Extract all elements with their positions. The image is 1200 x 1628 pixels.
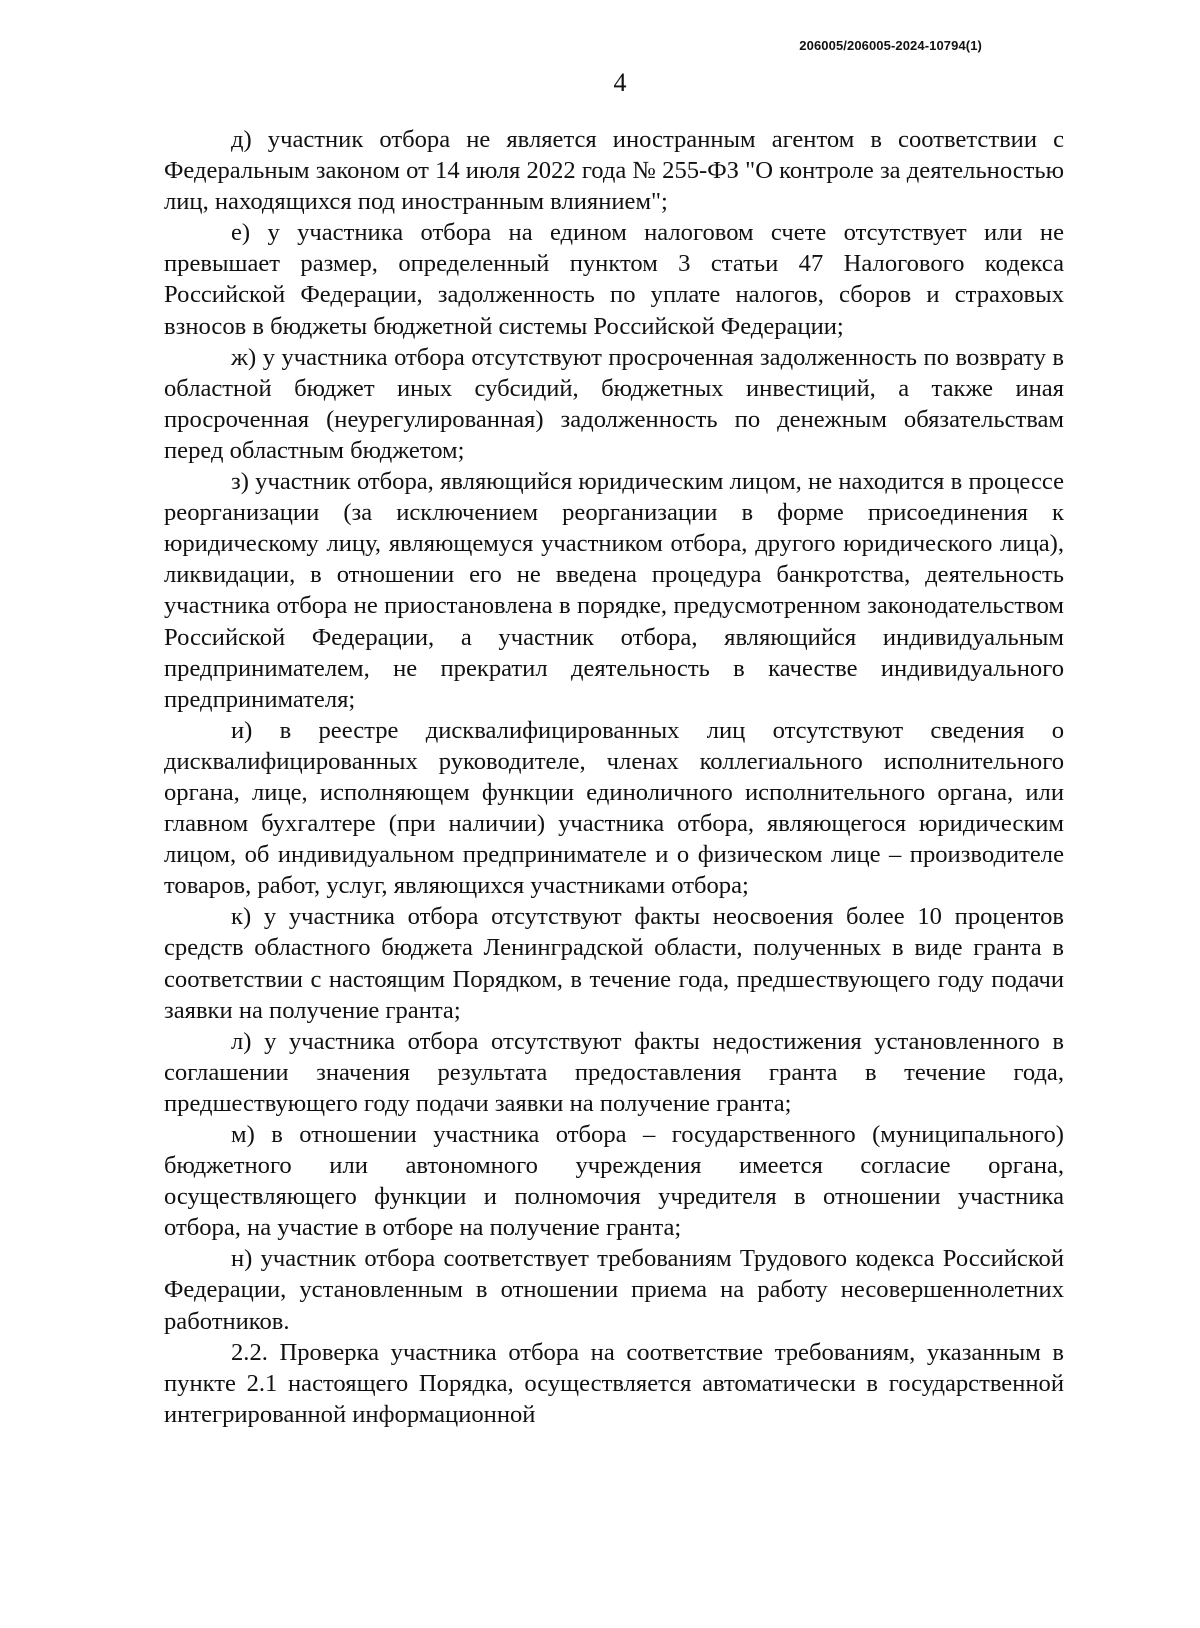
paragraph-n: н) участник отбора соответствует требованиям Трудового кодекса Российской Федерации, установленным в отношении приема на работу несовершеннолетних работников. (164, 1245, 1064, 1335)
paragraph-e: е) у участника отбора на едином налоговом счете отсутствует или не превышает размер, определенный пунктом 3 статьи 47 Налогового кодекса Российской Федерации, задолженность по уплате налогов, сборов и страховых взносов в бюджеты бюджетной системы Российской Федерации; (164, 219, 1064, 340)
page-number: 4 (613, 68, 627, 97)
paragraph-z: з) участник отбора, являющийся юридическим лицом, не находится в процессе реорганизации (за исключением реорганизации в форме присоединения к юридическому лицу, являющемуся участником отбора, другого юридического лица), ликвидации, в отношении его не введена процедура банкротства, деятельность участника отбора не приостановлена в порядке, предусмотренном законодательством Российской Федерации, а участник отбора, являющийся индивидуальным предпринимателем, не прекратил деятельность в качестве индивидуального предпринимателя; (164, 468, 1064, 713)
document-body (164, 124, 1064, 1430)
document-registration-number: 206005/206005-2024-10794(1) (799, 38, 982, 53)
paragraph-zh: ж) у участника отбора отсутствуют просроченная задолженность по возврату в областной бюджет иных субсидий, бюджетных инвестиций, а также иная просроченная (неурегулированная) задолженность по денежным обязательствам перед областным бюджетом; (164, 343, 1064, 464)
paragraph-m: м) в отношении участника отбора – государственного (муниципального) бюджетного или автономного учреждения имеется согласие органа, осуществляющего функции и полномочия учредителя в отношении участника отбора, на участие в отборе на получение гранта; (164, 1121, 1064, 1242)
paragraph-d: д) участник отбора не является иностранным агентом в соответствии с Федеральным законом от 14 июля 2022 года № 255-ФЗ "О контроле за деятельностью лиц, находящихся под иностранным влиянием"; (164, 126, 1064, 216)
paragraph-k: к) у участника отбора отсутствуют факты неосвоения более 10 процентов средств областного бюджета Ленинградской области, полученных в виде гранта в соответствии с настоящим Порядком, в течение года, предшествующего году подачи заявки на получение гранта; (164, 903, 1064, 1024)
paragraph-2-2: 2.2. Проверка участника отбора на соответствие требованиям, указанным в пункте 2.1 настоящего Порядка, осуществляется автоматически в государственной интегрированной информационной (164, 1338, 1064, 1428)
paragraph-l: л) у участника отбора отсутствуют факты недостижения установленного в соглашении значения результата предоставления гранта в течение года, предшествующего году подачи заявки на получение гранта; (164, 1027, 1064, 1117)
paragraph-i: и) в реестре дисквалифицированных лиц отсутствуют сведения о дисквалифицированных руководителе, членах коллегиального исполнительного органа, лице, исполняющем функции единоличного исполнительного органа, или главном бухгалтере (при наличии) участника отбора, являющегося юридическим лицом, об индивидуальном предпринимателе и о физическом лице – производителе товаров, работ, услуг, являющихся участниками отбора; (164, 716, 1064, 900)
